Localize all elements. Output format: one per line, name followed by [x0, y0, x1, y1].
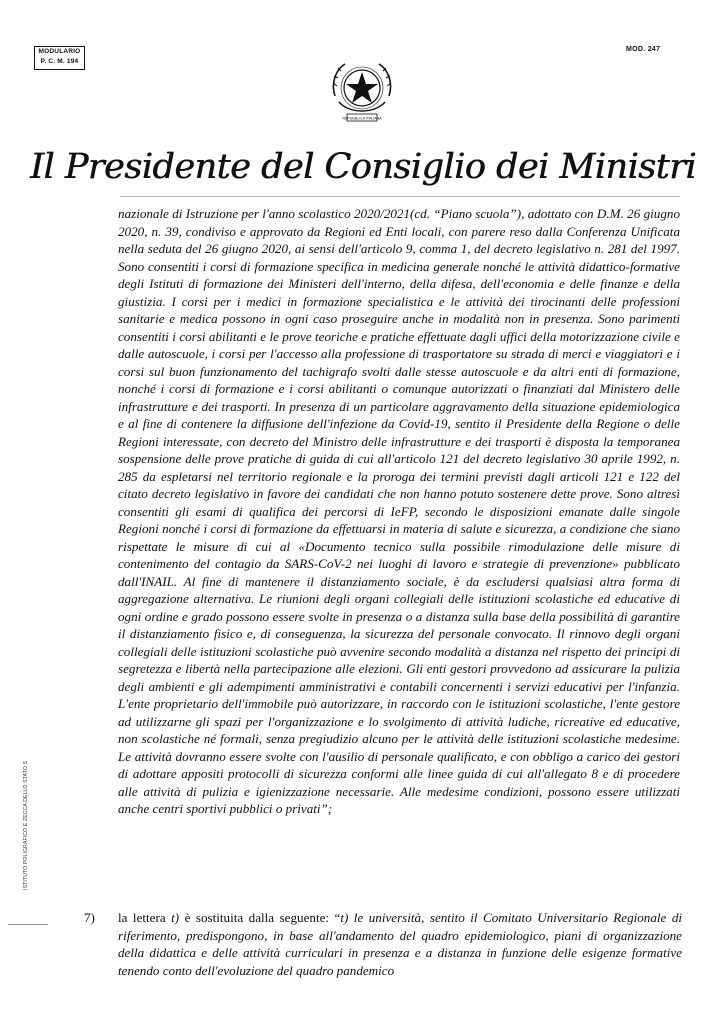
form-code-box: [34, 46, 85, 70]
item-mid: è sostituita dalla seguente: “: [179, 910, 341, 925]
side-stamp-text: ISTITUTO POLIGRAFICO E ZECCA DELLO STATO S: [23, 760, 29, 890]
italian-republic-emblem-icon: [325, 56, 399, 128]
form-box-line1: MODULARIO: [38, 48, 81, 55]
list-item-number: 7): [84, 910, 95, 925]
printer-side-stamp: [20, 735, 40, 890]
emblem-motto: REPUBBLICA ITALIANA: [342, 116, 382, 121]
list-item-text: [118, 909, 682, 979]
margin-mark: [8, 924, 48, 925]
form-box-line2: P. C. M. 194: [40, 58, 79, 65]
document-body: [118, 205, 680, 818]
page-title: Il Presidente del Consiglio dei Ministri: [30, 147, 696, 187]
header-divider: [120, 196, 680, 197]
body-paragraph: nazionale di Istruzione per l'anno scolastico 2020/2021(cd. “Piano scuola”), adottato con D.M. 26 giugno 2020, n. 39, condiviso e approvato da Regioni ed Enti locali, con parere reso dalla Conferenza Unificata nella seduta del 26 giugno 2020, ai sensi dell'articolo 9, comma 1, del decreto legislativo n. 281 del 1997. Sono consentiti i corsi di formazione specifica in medicina generale nonché le attività didattico-formative degli Istituti di formazione dei Ministeri dell'interno, della difesa, dell'economia e delle finanze e della giustizia. I corsi per i medici in formazione specialistica e le attività dei tirocinanti delle professioni sanitarie e medica possono in ogni caso proseguire anche in modalità non in presenza. Sono parimenti consentiti i corsi abilitanti e le prove teoriche e pratiche effettuate dagli uffici della motorizzazione civile e dalle autoscuole, i corsi per l'accesso alla professione di trasportatore su strada di merci e viaggiatori e i corsi sul buon funzionamento del tachigrafo svolti dalle stesse autoscuole e da altri enti di formazione, nonché i corsi di formazione e i corsi abilitanti o comunque autorizzati o finanziati dal Ministero delle infrastrutture e dei trasporti. In presenza di un particolare aggravamento della situazione epidemiologica e al fine di contenere la diffusione dell'infezione da Covid-19, sentito il Presidente della Regione o delle Regioni interessate, con decreto del Ministro delle infrastrutture e dei trasporti è disposta la temporanea sospensione delle prove pratiche di guida di cui all'articolo 121 del decreto legislativo 30 aprile 1992, n. 285 da espletarsi nel territorio regionale e la proroga dei termini previsti dagli articoli 121 e 122 del citato decreto legislativo in favore dei candidati che non hanno potuto sostenere dette prove. Sono altresì consentiti gli esami di qualifica dei percorsi di IeFP, secondo le disposizioni emanate dalle singole Regioni nonché i corsi di formazione da effettuarsi in materia di salute e sicurezza, a condizione che siano rispettate le misure di cui al «Documento tecnico sulla possibile rimodulazione delle misure di contenimento del contagio da SARS-CoV-2 nei luoghi di lavoro e strategie di prevenzione» pubblicato dall'INAIL. Al fine di mantenere il distanziamento sociale, è da escludersi qualsiasi altra forma di aggregazione alternativa. Le riunioni degli organi collegiali delle istituzioni scolastiche ed educative di ogni ordine e grado possono essere svolte in presenza o a distanza sulla base della possibilità di garantire il distanziamento fisico e, di conseguenza, la sicurezza del personale convocato. Il rinnovo degli organi collegiali delle istituzioni scolastiche può avvenire secondo modalità a distanza nel rispetto dei principi di segretezza e libertà nella partecipazione alle elezioni. Gli enti gestori provvedono ad assicurare la pulizia degli ambienti e gli adempimenti amministrativi e contabili concernenti i servizi educativi per l'infanzia. L'ente proprietario dell'immobile può autorizzare, in raccordo con le istituzioni scolastiche, l'ente gestore ad utilizzarne gli spazi per l'organizzazione e lo svolgimento di attività ludiche, ricreative ed educative, non scolastiche né formali, senza pregiudizio alcuno per le attività delle istituzioni scolastiche medesime. Le attività dovranno essere svolte con l'ausilio di personale qualificato, e con obbligo a carico dei gestori di adottare appositi protocolli di sicurezza conformi alle linee guida di cui all'allegato 8 e di procedere alle attività di pulizia e igienizzazione necessarie. Alle medesime condizioni, possono essere utilizzati anche centri sportivi pubblici o privati”;: [118, 206, 680, 816]
form-code-label: MOD. 247: [626, 46, 661, 53]
item-quote: t) le università, sentito il Comitato Universitario Regionale di riferimento, predispongono, in base all'andamento del quadro epidemiologico, piani di organizzazione della didattica e delle attività curriculari in presenza e a distanza in funzione delle esigenze formative tenendo conto dell'evoluzione del quadro pandemico: [118, 910, 682, 978]
item-letter: t): [171, 910, 180, 925]
item-lead: la lettera: [118, 910, 172, 925]
